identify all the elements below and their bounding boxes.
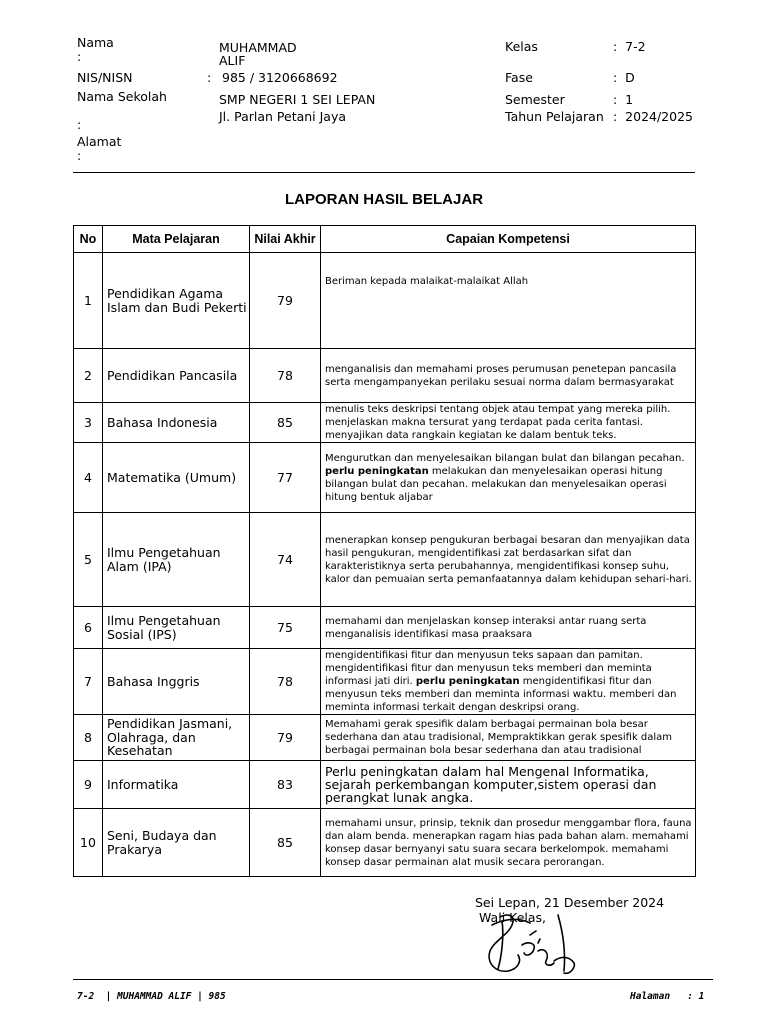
row-score: 74 [250,513,321,607]
row-competency: Perlu peningkatan dalam hal Mengenal Informatika, sejarah perkembangan komputer,sistem operasi dan perangkat lunak angka. [321,761,696,809]
row-competency: menganalisis dan memahami proses perumusan penetepan pancasila serta mengampanyekan perilaku sesuai norma dalam bermasyarakat [321,349,696,403]
alamat-label: Alamat [77,134,122,149]
row-score: 85 [250,403,321,443]
signature-place-date: Sei Lepan, 21 Desember 2024 [475,895,665,910]
row-competency: menulis teks deskripsi tentang objek atau tempat yang mereka pilih. menjelaskan makna tersurat yang terdapat pada cerita fantasi. menyajikan data rangkain kegiatan ke dalam bentuk teks. [321,403,696,443]
row-competency: menerapkan konsep pengukuran berbagai besaran dan menyajikan data hasil pengukuran, mengidentifikasi zat berdasarkan sifat dan karakteristiknya serta perubahannya, mengidentifikasi konsep suhu, kalor dan pemuaian serta pemanfaatannya dalam kehidupan sehari-hari. [321,513,696,607]
table-row [74,715,696,761]
competency-emphasis: perlu peningkatan [325,465,429,477]
row-subject: Ilmu Pengetahuan Alam (IPA) [103,513,250,607]
nis-label: NIS/NISN [77,70,133,85]
row-subject: Pendidikan Pancasila [103,349,250,403]
handwritten-signature [478,905,588,980]
row-competency: Beriman kepada malaikat-malaikat Allah [321,253,696,349]
semester-value: : 1 [613,92,634,107]
nama-colon: : [77,49,82,64]
row-score: 83 [250,761,321,809]
semester-label: Semester [505,92,565,107]
table-row [74,809,696,877]
row-subject: Seni, Budaya dan Prakarya [103,809,250,877]
fase-value: : D [613,70,635,85]
competency-text-a: mengidentifikasi fitur dan menyusun teks sapaan dan pamitan. mengidentifikasi fitur dan menyusun teks memberi dan meminta informasi jati diri. [325,650,652,687]
table-row [74,349,696,403]
row-no: 8 [74,715,103,761]
row-score: 79 [250,253,321,349]
col-header-score: Nilai Akhir [250,226,321,253]
nis-colon: : [207,70,212,85]
footer-divider [73,979,713,980]
row-competency [321,443,696,513]
alamat-colon: : [77,148,82,163]
table-header-row [74,226,696,253]
row-score: 75 [250,607,321,649]
row-subject: Informatika [103,761,250,809]
table-row [74,649,696,715]
row-score: 78 [250,649,321,715]
row-no: 2 [74,349,103,403]
col-header-competency: Capaian Kompetensi [321,226,696,253]
table-row [74,403,696,443]
row-subject: Bahasa Inggris [103,649,250,715]
tahun-value: : 2024/2025 [613,109,693,124]
table-row [74,761,696,809]
nama-value-line2: ALIF [219,53,246,68]
alamat-colon-top: : [77,117,82,132]
row-score: 79 [250,715,321,761]
row-competency: memahami dan menjelaskan konsep interaksi antar ruang serta menganalisis identifikasi masa praaksara [321,607,696,649]
table-row [74,513,696,607]
table-row [74,443,696,513]
footer-left: 7-2 | MUHAMMAD ALIF | 985 [77,991,226,1002]
nama-label: Nama [77,35,114,50]
fase-label: Fase [505,70,533,85]
competency-emphasis: perlu peningkatan [415,676,520,687]
report-title: LAPORAN HASIL BELAJAR [284,191,484,208]
row-competency: Memahami gerak spesifik dalam berbagai permainan bola besar sederhana dan atau tradisional, Mempraktikkan gerak spesifik dalam berbagai permainan bola besar sederhana dan atau tradisional [321,715,696,761]
row-no: 3 [74,403,103,443]
row-no: 4 [74,443,103,513]
footer-page: Halaman : 1 [630,991,705,1002]
tahun-label: Tahun Pelajaran [505,109,604,124]
row-subject: Pendidikan Jasmani, Olahraga, dan Kesehatan [103,715,250,761]
row-subject: Matematika (Umum) [103,443,250,513]
col-header-no: No [74,226,103,253]
row-no: 7 [74,649,103,715]
signature-role: Wali Kelas, [479,910,547,925]
row-score: 78 [250,349,321,403]
competency-text-a: Mengurutkan dan menyelesaikan bilangan bulat dan bilangan pecahan. [325,452,685,464]
row-no: 9 [74,761,103,809]
kelas-label: Kelas [505,39,538,54]
row-score: 77 [250,443,321,513]
row-no: 1 [74,253,103,349]
header-divider [73,172,695,173]
nis-value: 985 / 3120668692 [222,70,338,85]
kelas-value: : 7-2 [613,39,646,54]
row-score: 85 [250,809,321,877]
alamat-value: Jl. Parlan Petani Jaya [219,109,347,124]
row-competency: memahami unsur, prinsip, teknik dan prosedur menggambar flora, fauna dan alam benda. menerapkan ragam hias pada bahan alam. memahami konsep dasar bernyanyi satu suara secara berkelompok. memahami konsep dasar permainan alat musik secara perorangan. [321,809,696,877]
col-header-subject: Mata Pelajaran [103,226,250,253]
table-row [74,607,696,649]
sekolah-value: SMP NEGERI 1 SEI LEPAN [219,92,376,107]
row-subject: Pendidikan Agama Islam dan Budi Pekerti [103,253,250,349]
row-competency [321,649,696,715]
nama-value-line1: MUHAMMAD [219,40,297,55]
sekolah-label: Nama Sekolah [77,89,167,104]
row-subject: Ilmu Pengetahuan Sosial (IPS) [103,607,250,649]
grades-table [73,225,696,877]
row-subject: Bahasa Indonesia [103,403,250,443]
competency-text-b: melakukan dan menyelesaikan operasi hitung bilangan bulat dan pecahan. melakukan dan menyelesaikan operasi hitung bentuk aljabar [325,465,667,503]
row-no: 6 [74,607,103,649]
table-row [74,253,696,349]
row-no: 10 [74,809,103,877]
competency-text-b: mengidentifikasi fitur dan menyusun teks memberi dan meminta informasi waktu. memberi dan meminta informasi terkait dengan deskripsi orang. [325,676,677,713]
row-no: 5 [74,513,103,607]
